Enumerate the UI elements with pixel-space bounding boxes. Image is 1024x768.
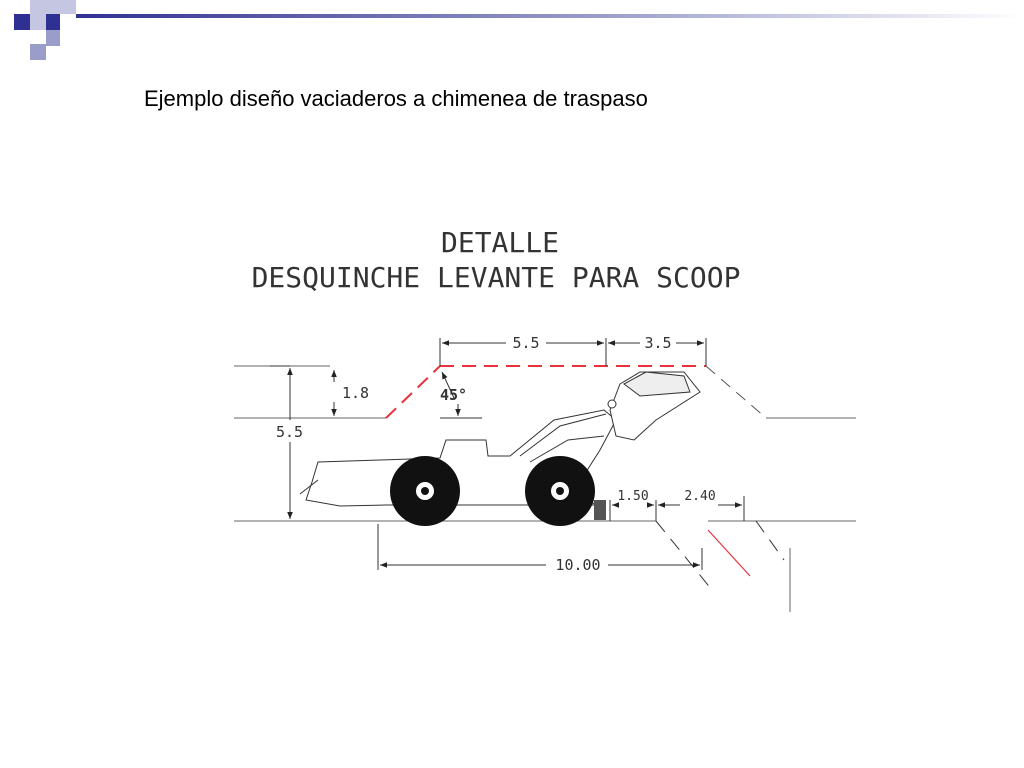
dim-label-angle: 45° [440, 386, 468, 404]
scoop-hinge [608, 400, 616, 408]
dim-label-length: 10.00 [555, 556, 601, 574]
excavation-outline-right [706, 366, 766, 418]
ore-pass-axis [708, 530, 750, 576]
scoop-rear-wheel [390, 456, 460, 526]
scoop-arm [520, 414, 606, 462]
dimension-length [378, 524, 702, 570]
dim-label-total-height: 5.5 [276, 423, 304, 441]
dim-label-pass-width: 2.40 [684, 489, 716, 504]
wheel-stop-block [594, 500, 606, 520]
drawing-heading-1: DETALLE [440, 226, 560, 259]
dimension-total-height [270, 366, 290, 519]
slide-title: Ejemplo diseño vaciaderos a chimenea de traspaso [144, 86, 648, 111]
scoop-front-wheel [525, 456, 595, 526]
dim-label-raise: 1.8 [342, 384, 370, 402]
dim-label-top-left: 5.5 [512, 334, 540, 352]
dim-label-gap: 1.50 [617, 489, 649, 504]
drawing-heading-2: DESQUINCHE LEVANTE PARA SCOOP [251, 261, 741, 294]
dim-label-top-right: 3.5 [644, 334, 672, 352]
ore-pass-walls [656, 521, 784, 590]
